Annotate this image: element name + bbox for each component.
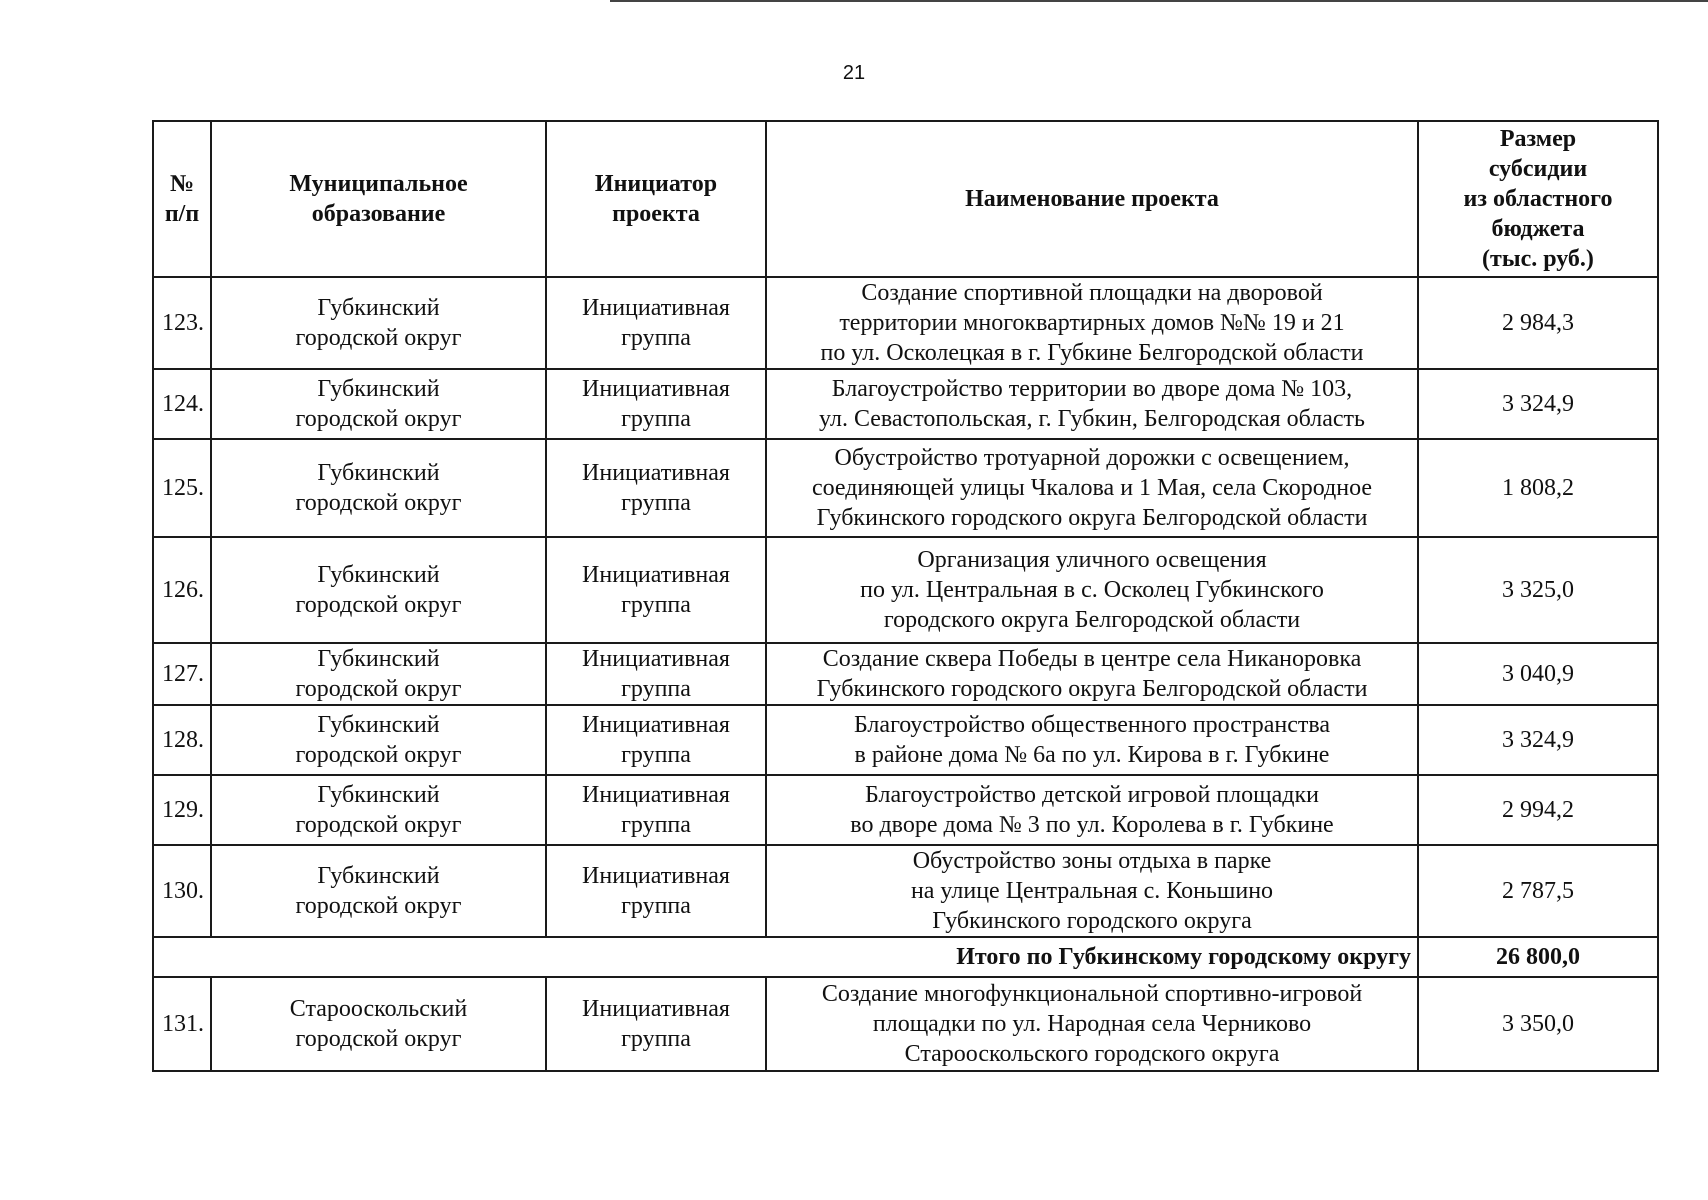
total-label: Итого по Губкинскому городскому округу	[153, 937, 1418, 977]
row-initiator: Инициативная группа	[546, 537, 766, 643]
row-municipality: Губкинский городской округ	[211, 277, 546, 369]
table-row	[153, 775, 1658, 845]
header-number: № п/п	[153, 121, 211, 277]
row-municipality: Губкинский городской округ	[211, 537, 546, 643]
row-project-name: Создание многофункциональной спортивно-игровой площадки по ул. Народная села Черниково Старооскольского городского округа	[766, 977, 1418, 1071]
row-project-name: Создание спортивной площадки на дворовой территории многоквартирных домов №№ 19 и 21 по ул. Осколецкая в г. Губкине Белгородской области	[766, 277, 1418, 369]
row-number: 129.	[153, 775, 211, 845]
row-subsidy-amount: 1 808,2	[1418, 439, 1658, 537]
row-number: 125.	[153, 439, 211, 537]
table-body	[153, 277, 1658, 1071]
row-project-name: Благоустройство общественного пространства в районе дома № 6а по ул. Кирова в г. Губкине	[766, 705, 1418, 775]
row-subsidy-amount: 3 324,9	[1418, 705, 1658, 775]
page-number: 21	[842, 62, 866, 84]
table-row	[153, 977, 1658, 1071]
row-number: 131.	[153, 977, 211, 1071]
row-initiator: Инициативная группа	[546, 369, 766, 439]
row-project-name: Создание сквера Победы в центре села Никаноровка Губкинского городского округа Белгородской области	[766, 643, 1418, 705]
row-number: 130.	[153, 845, 211, 937]
row-municipality: Губкинский городской округ	[211, 439, 546, 537]
header-initiator: Инициатор проекта	[546, 121, 766, 277]
row-subsidy-amount: 2 787,5	[1418, 845, 1658, 937]
table-row	[153, 845, 1658, 937]
row-municipality: Губкинский городской округ	[211, 775, 546, 845]
row-subsidy-amount: 3 324,9	[1418, 369, 1658, 439]
row-subsidy-amount: 3 040,9	[1418, 643, 1658, 705]
total-row	[153, 937, 1658, 977]
row-subsidy-amount: 2 984,3	[1418, 277, 1658, 369]
header-municipality: Муниципальное образование	[211, 121, 546, 277]
table-row	[153, 643, 1658, 705]
row-number: 124.	[153, 369, 211, 439]
total-value: 26 800,0	[1418, 937, 1658, 977]
row-initiator: Инициативная группа	[546, 643, 766, 705]
row-project-name: Организация уличного освещения по ул. Центральная в с. Осколец Губкинского городского округа Белгородской области	[766, 537, 1418, 643]
row-number: 126.	[153, 537, 211, 643]
table-row	[153, 705, 1658, 775]
table-row	[153, 277, 1658, 369]
table-row	[153, 439, 1658, 537]
row-number: 127.	[153, 643, 211, 705]
row-municipality: Губкинский городской округ	[211, 705, 546, 775]
row-project-name: Благоустройство территории во дворе дома № 103, ул. Севастопольская, г. Губкин, Белгородская область	[766, 369, 1418, 439]
row-subsidy-amount: 3 325,0	[1418, 537, 1658, 643]
row-initiator: Инициативная группа	[546, 439, 766, 537]
row-initiator: Инициативная группа	[546, 705, 766, 775]
row-subsidy-amount: 3 350,0	[1418, 977, 1658, 1071]
row-municipality: Губкинский городской округ	[211, 369, 546, 439]
header-project: Наименование проекта	[766, 121, 1418, 277]
table-row	[153, 369, 1658, 439]
row-number: 128.	[153, 705, 211, 775]
row-subsidy-amount: 2 994,2	[1418, 775, 1658, 845]
header-subsidy: Размер субсидии из областного бюджета (тыс. руб.)	[1418, 121, 1658, 277]
row-initiator: Инициативная группа	[546, 977, 766, 1071]
row-initiator: Инициативная группа	[546, 277, 766, 369]
row-initiator: Инициативная группа	[546, 775, 766, 845]
row-initiator: Инициативная группа	[546, 845, 766, 937]
row-municipality: Старооскольский городской округ	[211, 977, 546, 1071]
row-municipality: Губкинский городской округ	[211, 845, 546, 937]
table-row	[153, 537, 1658, 643]
table-header-row	[153, 121, 1658, 277]
scan-edge-line	[610, 0, 1708, 2]
row-municipality: Губкинский городской округ	[211, 643, 546, 705]
row-project-name: Благоустройство детской игровой площадки во дворе дома № 3 по ул. Королева в г. Губкине	[766, 775, 1418, 845]
subsidy-table	[152, 120, 1659, 1072]
row-number: 123.	[153, 277, 211, 369]
row-project-name: Обустройство зоны отдыха в парке на улице Центральная с. Коньшино Губкинского городского округа	[766, 845, 1418, 937]
row-project-name: Обустройство тротуарной дорожки с освещением, соединяющей улицы Чкалова и 1 Мая, села Скородное Губкинского городского округа Белгородской области	[766, 439, 1418, 537]
